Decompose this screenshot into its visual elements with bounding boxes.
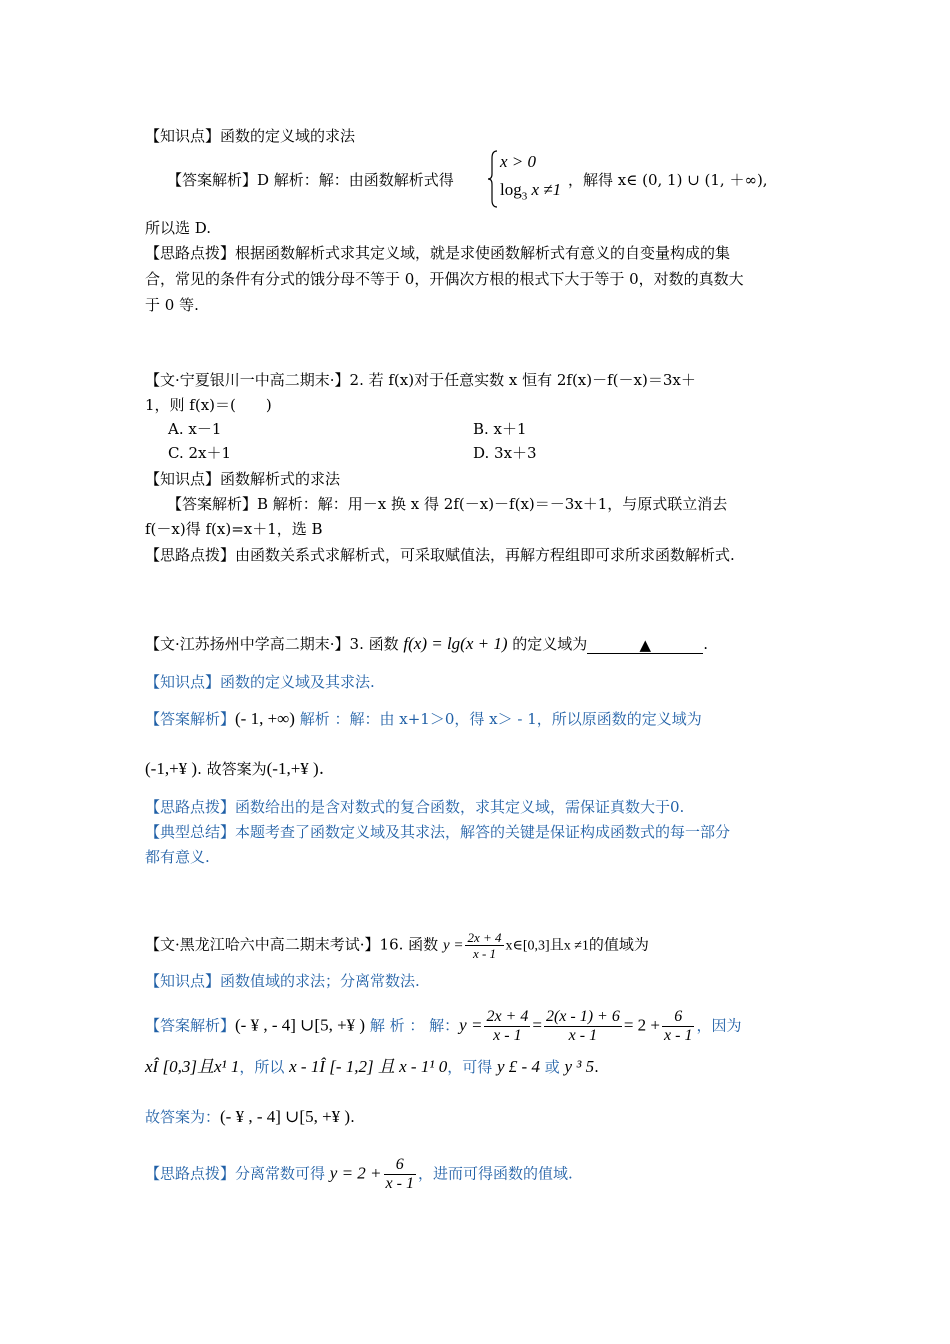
equation-y: y = <box>459 1015 483 1035</box>
question-3-middle: 的定义域为 <box>507 635 588 653</box>
option-a: A. x－1 <box>168 420 222 438</box>
tip-fraction-numerator: 6 <box>384 1156 416 1175</box>
option-b: B. x＋1 <box>473 420 527 438</box>
text-can-get: ，可得 <box>447 1058 497 1076</box>
equals-1: = <box>532 1015 542 1035</box>
result-2: y ³ 5 <box>564 1057 595 1076</box>
answer-analysis-2-line-1: 【答案解析】B 解析：解：用－x 换 x 得 2f(－x)－f(x)＝－3x＋1，与原式联立消去 <box>167 495 728 513</box>
tip-4-prefix: 【思路点拨】分离常数可得 <box>145 1164 330 1183</box>
equals-2: = 2 + <box>623 1015 661 1035</box>
question-2-line-2: 1，则 f(x)＝( ) <box>145 396 272 414</box>
answer-analysis-3-line-2 <box>145 759 324 779</box>
fraction-3-numerator: 6 <box>662 1008 694 1027</box>
answer-4-interval: (- ¥ , - 4] ∪[5, +¥ ) <box>235 1015 366 1035</box>
interval-2: (-1,+¥ ) <box>266 759 319 778</box>
fraction-numerator: 2x + 4 <box>467 930 502 945</box>
text-so: ，所以 <box>239 1058 290 1076</box>
question-4-y: y = <box>442 937 464 954</box>
question-4-suffix: 的值域为 <box>588 935 649 954</box>
fraction-2-denominator: x - 1 <box>568 1027 598 1044</box>
answer-analysis-4-line-3 <box>145 1107 355 1127</box>
answer-analysis-4-mid: 解 析 ： 解： <box>365 1016 460 1035</box>
period-3: . <box>350 1108 355 1126</box>
tip-fraction-denominator: x - 1 <box>385 1175 414 1192</box>
fraction-1 <box>484 1008 530 1045</box>
option-c: C. 2x＋1 <box>168 444 232 462</box>
answer-analysis-1-result: ，解得 x∈ (0, 1) ∪ (1, ＋∞), <box>568 171 768 189</box>
answer-text: . 故答案为 <box>197 760 267 778</box>
log-base: 3 <box>521 190 528 203</box>
tip-4-suffix: ，进而可得函数的值域. <box>417 1164 573 1183</box>
answer-analysis-1: 【答案解析】D 解析：解：由函数解析式得 <box>167 171 454 189</box>
condition-2: x - 1Î [- 1,2] 且 x - 1¹ 0 <box>289 1057 448 1076</box>
answer-analysis-4-post: ，因为 <box>696 1016 742 1035</box>
tip-4-fraction <box>384 1156 416 1193</box>
fraction-denominator: x - 1 <box>472 946 497 961</box>
question-3 <box>145 634 708 654</box>
knowledge-point-2: 【知识点】函数解析式的求法 <box>145 470 341 488</box>
answer-analysis-4-label: 【答案解析】 <box>145 1016 236 1035</box>
knowledge-point-4: 【知识点】函数值域的求法；分离常数法. <box>145 972 420 990</box>
text-or: 或 <box>539 1058 565 1076</box>
question-3-end: . <box>703 635 709 653</box>
equation-system <box>488 150 568 208</box>
question-4 <box>145 930 649 961</box>
summary-line-1: 【典型总结】本题考查了函数定义域及其求法，解答的关键是保证构成函数式的每一部分 <box>145 823 731 841</box>
answer-analysis-4 <box>145 1008 741 1045</box>
option-d: D. 3x＋3 <box>473 444 537 462</box>
question-2-line-1: 【文·宁夏银川一中高二期末·】2. 若 f(x)对于任意实数 x 恒有 2f(x)－f(－x)＝3x＋ <box>145 371 696 389</box>
summary-line-2: 都有意义. <box>145 848 210 866</box>
question-3-function: f(x) = lg(x + 1) <box>403 634 508 653</box>
left-brace-icon <box>488 150 498 208</box>
answer-interval: (- 1, +∞) <box>235 709 295 728</box>
tip-1-line-2: 合，常见的条件有分式的饿分母不等于 0，开偶次方根的根式下大于等于 0，对数的真数大 <box>145 270 744 288</box>
fraction-3 <box>662 1008 694 1045</box>
fraction-2-numerator: 2(x - 1) + 6 <box>545 1008 620 1025</box>
period: . <box>318 759 325 779</box>
fraction-1-denominator: x - 1 <box>493 1027 522 1044</box>
tip-4 <box>145 1156 573 1193</box>
tip-2: 【思路点拨】由函数关系式求解析式，可采取赋值法，再解方程组即可求所求函数解析式. <box>145 546 735 564</box>
question-4-condition: x∈[0,3]且x ≠1 <box>505 938 589 954</box>
period-2: . <box>594 1058 599 1076</box>
final-interval: (- ¥ , - 4] ∪[5, +¥ ) <box>220 1107 351 1126</box>
result-1: y £ - 4 <box>496 1057 540 1076</box>
answer-analysis-4-line-2 <box>145 1057 599 1077</box>
answer-label: 故答案为： <box>145 1108 221 1126</box>
answer-analysis-3-label: 【答案解析】 <box>145 710 236 728</box>
fraction-2 <box>544 1008 622 1045</box>
tip-4-y: y = 2 + <box>329 1163 382 1183</box>
fraction-1-numerator: 2x + 4 <box>486 1008 529 1025</box>
question-3-prefix: 【文·江苏扬州中学高二期末·】3. 函数 <box>145 635 404 653</box>
log-arg: x ≠1 <box>531 180 562 199</box>
question-4-prefix: 【文·黑龙江哈六中高二期末考试·】16. 函数 <box>145 935 443 954</box>
answer-analysis-3-text: 解析 ：解：由 x+1＞0，得 x＞ - 1，所以原函数的定义域为 <box>294 710 702 728</box>
fraction-3-denominator: x - 1 <box>664 1027 693 1044</box>
knowledge-point-3: 【知识点】函数的定义域及其求法. <box>145 673 375 691</box>
tip-1-line-1: 【思路点拨】根据函数解析式求其定义域，就是求使函数解析式有意义的自变量构成的集 <box>145 244 731 262</box>
answer-analysis-1-choice: 所以选 D. <box>145 219 212 237</box>
knowledge-point-1: 【知识点】函数的定义域的求法 <box>145 127 356 145</box>
interval-1: (-1,+¥ ) <box>145 759 198 778</box>
tip-3: 【思路点拨】函数给出的是含对数式的复合函数，求其定义域，需保证真数大于0. <box>145 798 685 816</box>
answer-analysis-2-line-2: f(－x)得 f(x)=x＋1，选 B <box>145 520 323 538</box>
system-line-1: x > 0 <box>500 152 537 171</box>
answer-blank: ▲ <box>587 635 703 654</box>
tip-1-line-3: 于 0 等. <box>145 296 199 314</box>
question-4-fraction <box>465 930 503 961</box>
answer-analysis-3 <box>145 709 702 729</box>
system-line-2 <box>500 180 561 202</box>
log-text: log <box>500 180 522 199</box>
condition-1: xÎ [0,3]且x¹ 1 <box>145 1057 240 1076</box>
